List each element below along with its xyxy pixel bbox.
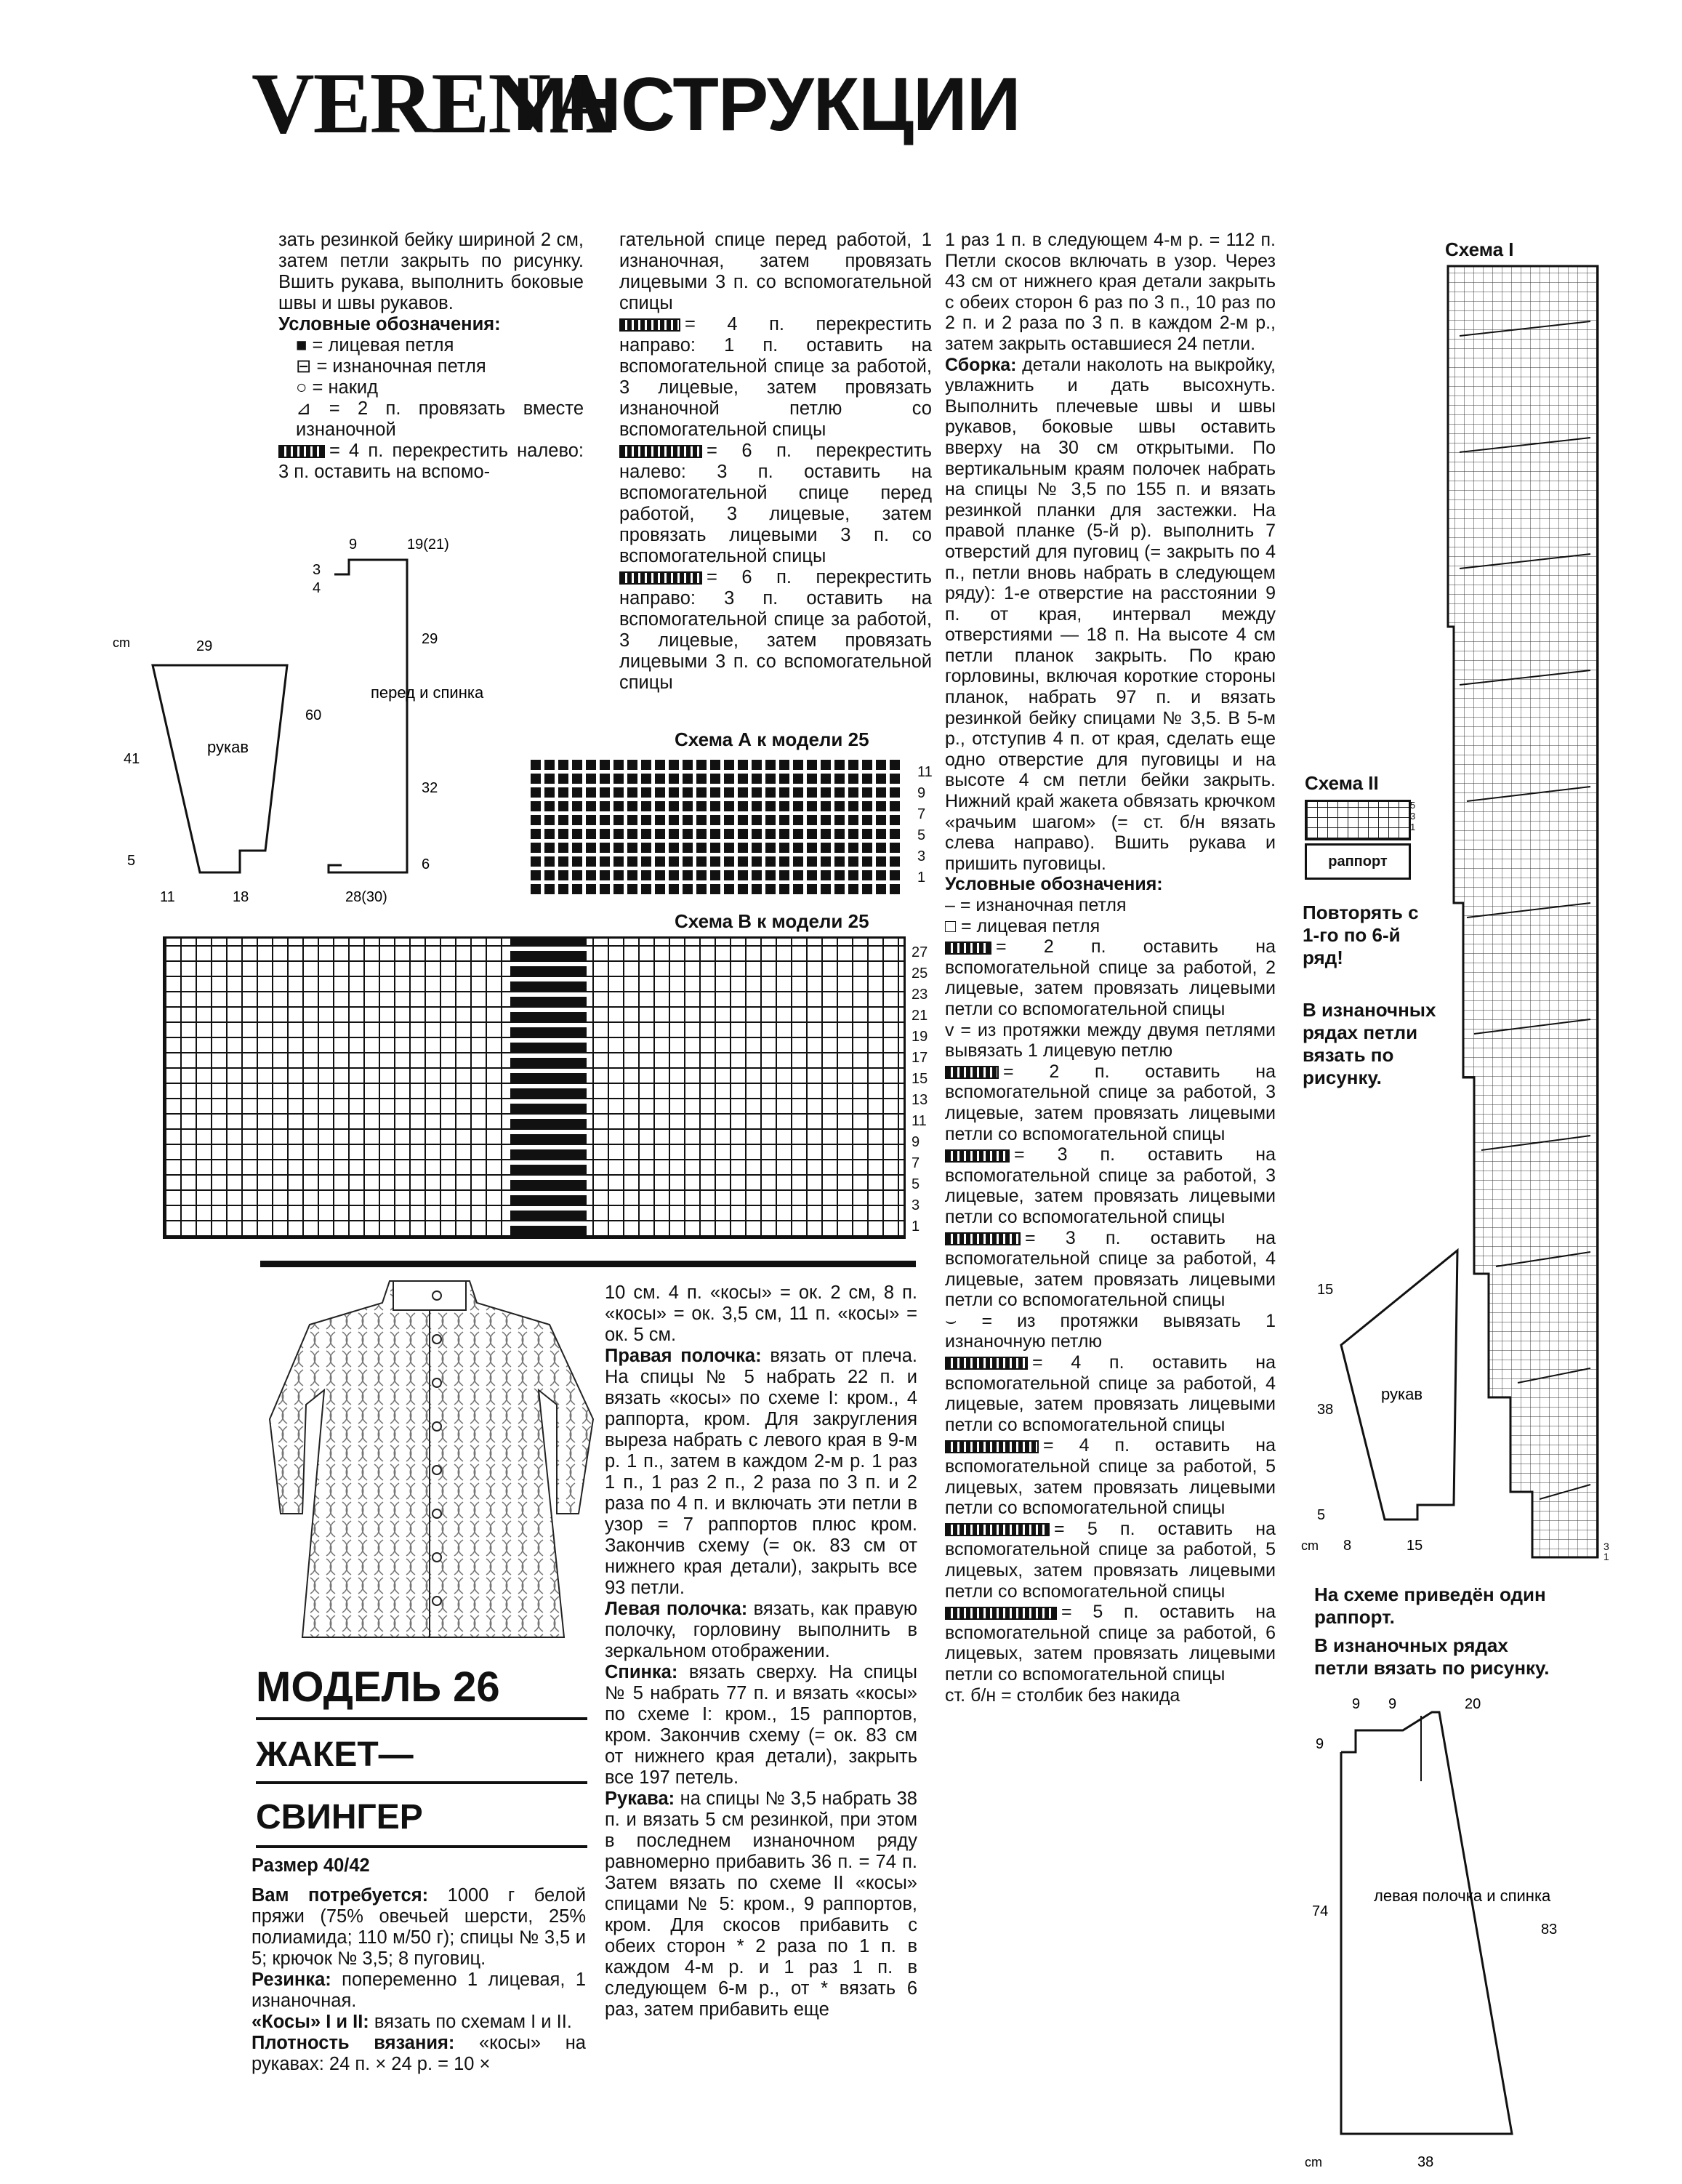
col3-legend-8: = 4 п. оставить на вспомогательной спице за работой, 4 лицевые, затем провязать лицевыми петли со вспомогательной спицы bbox=[945, 1352, 1276, 1435]
row-number: 11 bbox=[912, 1113, 927, 1129]
cable-symbol-icon bbox=[619, 571, 702, 585]
row-number: 9 bbox=[912, 1134, 920, 1150]
cable-symbol-icon bbox=[945, 1149, 1010, 1163]
model-size: Размер 40/42 bbox=[252, 1855, 370, 1876]
pattern-25-body-label: перед и спинка bbox=[371, 683, 484, 702]
dim-26-cuff: 5 bbox=[1317, 1507, 1326, 1523]
col1-legend-2: ○ = накид bbox=[296, 377, 379, 398]
note-one-rapport: На схеме приведён один раппорт. bbox=[1314, 1583, 1546, 1628]
col3-legend-11: = 5 п. оставить на вспомогательной спице за работой, 6 лицевых, затем провязать лицевыми петли со вспомогательной спицы bbox=[945, 1602, 1276, 1685]
cables-label: «Косы» I и II: bbox=[252, 2012, 369, 2032]
dim-26-left-height: 74 bbox=[1312, 1903, 1329, 1919]
model-density bbox=[252, 2033, 586, 2075]
model-subtitle-2: СВИНГЕР bbox=[256, 1798, 423, 1836]
dim-hem: 6 bbox=[422, 856, 430, 872]
dim-sleeve-bottom: 11 bbox=[160, 889, 175, 905]
pattern-26-body-diagram bbox=[1301, 1694, 1592, 2174]
dim-26-neck-depth: 9 bbox=[1316, 1736, 1324, 1752]
pattern-25-sleeve-shape bbox=[153, 665, 287, 872]
model-cables bbox=[252, 2012, 586, 2033]
col3-legend-5-row bbox=[945, 1144, 1276, 1227]
assembly-text: детали наколоть на выкройку, увлажнить и дать высохнуть. Выполнить плечевые швы и швы рукавов, боковые швы оставить вверху на 30 см открытыми. По вертикальным краям полочек набрать на спицы № 3,5 по 155 п. и вязать резинкой планки для застежки. На правой планке (5-й р). выполнить 7 отверстий для пуговиц (= закрыть по 4 п., петли вновь набрать в следующем ряду): 1-е отверстие на расстоянии 9 п. от края, интервал между отверстиями — 18 п. На высоте 4 см петли планок закрыть. По краю горловины, включая короткие стороны планок, набрать 97 п. и вязать резинкой бейку спицами № 3,5. В 5-м р., отступив 4 п. от края, сделать еще одно отверстие для пуговицы и на высоте 4 см петли бейки закрыть. Нижний край жакета обвязать крючком «рачьим шагом» (= ст. б/н вязать слева направо). Вшить рукава и пришить пуговицы. bbox=[945, 354, 1276, 874]
cable-symbol-icon bbox=[945, 1232, 1021, 1245]
row-number: 17 bbox=[912, 1050, 928, 1066]
dim-unit: cm bbox=[113, 635, 130, 650]
row-number: 3 bbox=[912, 1197, 920, 1213]
col3-legend-4-row bbox=[945, 1061, 1276, 1144]
model-title: МОДЕЛЬ 26 bbox=[256, 1663, 500, 1711]
cable-symbol-icon bbox=[945, 1357, 1028, 1370]
page-title: ИНСТРУКЦИИ bbox=[513, 63, 1021, 147]
dim-upper: 29 bbox=[422, 631, 438, 647]
col3-text1: 1 раз 1 п. в следующем 4-м р. = 112 п. Петли скосов включать в узор. Через 43 см от нижнего края детали закрыть с обеих сторон 6 раз по 3 п., 10 раз по 2 п. и 2 раза по 3 п. в каждом 2-м р., затем закрыть оставшиеся 24 петли. bbox=[945, 230, 1276, 354]
model-rib bbox=[252, 1970, 586, 2012]
mid-right bbox=[605, 1346, 917, 1599]
cable-symbol-icon bbox=[945, 1607, 1057, 1620]
schema-a-title: Схема А к модели 25 bbox=[675, 728, 869, 750]
magazine-brand: VERENA bbox=[252, 55, 611, 151]
assembly-label: Сборка: bbox=[945, 354, 1017, 375]
note-purl-rows-2: В изнаночных рядах петли вязать по рисунку. bbox=[1314, 1634, 1550, 1679]
col1-legend-0: ■ = лицевая петля bbox=[296, 335, 454, 356]
row-number: 21 bbox=[912, 1008, 928, 1024]
row-number: 23 bbox=[912, 987, 928, 1003]
model-title-rule bbox=[256, 1717, 587, 1720]
column-2 bbox=[619, 230, 932, 694]
model-subtitle-rule bbox=[256, 1781, 587, 1784]
dim-26-neck: 9 bbox=[1352, 1696, 1361, 1712]
density-text: «косы» на рукавах: 24 п. × 24 р. = 10 × bbox=[252, 2033, 586, 2074]
jacket-illustration bbox=[259, 1274, 600, 1652]
cable-symbol-icon bbox=[945, 942, 991, 955]
col1-legend-1: ⊟ = изнаночная петля bbox=[296, 356, 486, 377]
cable-symbol-icon bbox=[945, 1066, 999, 1079]
pattern-26-body-shape bbox=[1341, 1712, 1512, 2134]
col1-legend-4 bbox=[278, 441, 584, 483]
col3-legend-2-row bbox=[945, 936, 1276, 1019]
col2-text4: = 6 п. перекрестить направо: 3 п. оставить на вспомогательной спице за работой, 3 лицевые, затем провязать лицевыми 3 п. со вспомогательной спицы bbox=[619, 567, 932, 693]
cable-symbol-icon bbox=[619, 445, 702, 458]
schema-1-row-numbers bbox=[1603, 1541, 1609, 1562]
pattern-25-sleeve-label: рукав bbox=[207, 738, 249, 756]
mid-sleeves bbox=[605, 1788, 917, 2020]
dim-sleeve-bottom2: 18 bbox=[233, 889, 249, 905]
column-3 bbox=[945, 230, 1276, 1706]
model-subtitle-rule-2 bbox=[256, 1845, 587, 1848]
mid-back bbox=[605, 1662, 917, 1788]
col3-legend-title: Условные обозначения: bbox=[945, 874, 1163, 895]
dim-26-shoulder: 20 bbox=[1465, 1696, 1481, 1712]
row-number: 1 bbox=[1410, 822, 1416, 832]
back-label: Спинка: bbox=[605, 1662, 678, 1682]
dim-body-bottom: 28(30) bbox=[345, 889, 387, 905]
dim-26-sleeve-height: 38 bbox=[1317, 1402, 1334, 1418]
density-label: Плотность вязания: bbox=[252, 2033, 455, 2053]
row-number: 1 bbox=[912, 1219, 920, 1234]
col3-legend-5: = 3 п. оставить на вспомогательной спице за работой, 3 лицевые, затем провязать лицевыми петли со вспомогательной спицы bbox=[945, 1144, 1276, 1227]
col3-legend-3: v = из протяжки между двумя петлями вывязать 1 лицевую петлю bbox=[945, 1019, 1276, 1061]
cable-symbol-icon bbox=[945, 1523, 1050, 1536]
dim-26-right-height: 83 bbox=[1541, 1922, 1558, 1938]
schema-b-grid bbox=[163, 936, 906, 1239]
row-number: 3 bbox=[917, 848, 926, 864]
row-number: 5 bbox=[1410, 800, 1416, 811]
row-number: 27 bbox=[912, 944, 928, 960]
back-text: вязать сверху. На спицы № 5 набрать 77 п. и вязать «косы» по схеме I: кром., 15 раппортов, кром. Закончив схему (= ок. 83 см от нижнего края детали), закрыть все 197 петель. bbox=[605, 1662, 917, 1788]
dim-neck-depth: 3 bbox=[313, 562, 321, 578]
jacket-collar bbox=[393, 1281, 466, 1310]
jacket-shape bbox=[270, 1281, 593, 1637]
mid-text1: 10 см. 4 п. «косы» = ок. 2 см, 8 п. «косы» = ок. 3,5 см, 11 п. «косы» = ок. 5 см. bbox=[605, 1282, 917, 1345]
col1-legend-3: ⊿ = 2 п. провязать вместе изнаночной bbox=[296, 398, 584, 440]
row-number: 5 bbox=[917, 827, 926, 843]
mid-left bbox=[605, 1599, 917, 1662]
col3-legend-11-row bbox=[945, 1602, 1276, 1685]
col1-legend-4-text: = 4 п. перекрестить налево: 3 п. оставить на вспомо- bbox=[278, 441, 584, 482]
col3-legend-9: = 4 п. оставить на вспомогательной спице за работой, 5 лицевых, затем провязать лицевыми петли со вспомогательной спицы bbox=[945, 1435, 1276, 1519]
col3-legend-9-row bbox=[945, 1435, 1276, 1518]
dim-sleeve-height: 41 bbox=[124, 751, 140, 767]
pattern-25-body-shape bbox=[329, 560, 407, 872]
cable-symbol-icon bbox=[278, 445, 325, 458]
pattern-26-sleeve-diagram bbox=[1301, 1236, 1476, 1556]
col2-text1: гательной спице перед работой, 1 изнаночная, затем провязать лицевыми 3 п. со вспомогательной спицы bbox=[619, 230, 932, 313]
col3-legend-10-row bbox=[945, 1519, 1276, 1602]
rib-label: Резинка: bbox=[252, 1970, 331, 1990]
row-number: 19 bbox=[912, 1029, 928, 1045]
schema-a-grid bbox=[531, 756, 901, 894]
schema-2-rapport-box bbox=[1305, 843, 1411, 880]
col2-text3-row bbox=[619, 441, 932, 567]
pattern-25-diagram bbox=[109, 531, 516, 909]
dim-26-b1: 8 bbox=[1343, 1538, 1352, 1554]
right-front-label: Правая полочка: bbox=[605, 1346, 762, 1366]
col2-text2: = 4 п. перекрестить направо: 1 п. оставить на вспомогательной спице за работой, 3 лицевые, затем провязать изнаночной петлю со вспомогательной спицы bbox=[619, 314, 932, 440]
row-number: 1 bbox=[1603, 1551, 1609, 1562]
col3-legend-2: = 2 п. оставить на вспомогательной спице за работой, 2 лицевые, затем провязать лицевыми петли со вспомогательной спицы bbox=[945, 936, 1276, 1019]
col1-intro: зать резинкой бейку шириной 2 см, затем петли закрыть по рисунку. Вшить рукава, выполнить боковые швы и швы рукавов. bbox=[278, 230, 584, 313]
row-number: 3 bbox=[1410, 811, 1416, 822]
pattern-26-body-label: левая полочка и спинка bbox=[1374, 1887, 1551, 1905]
cables-text: вязать по схемам I и II. bbox=[374, 2012, 572, 2032]
col3-legend-1: □ = лицевая петля bbox=[945, 915, 1100, 936]
dim-lower: 32 bbox=[422, 780, 438, 796]
schema-b-title: Схема В к модели 25 bbox=[675, 910, 869, 932]
schema-a-row-numbers bbox=[917, 762, 933, 888]
dim-26-neck2: 9 bbox=[1388, 1696, 1397, 1712]
right-front-text: вязать от плеча. На спицы № 5 набрать 22 п. и вязать «косы» по схеме I: кром., 4 раппорта, кром. Для закругления выреза набрать с левого края в 9-м р. 1 п., затем в каждом 2-м р. 1 раз 1 п., 1 раз 2 п., 2 раза по 3 п. и 2 раза по 4 п. и включать эти петли в узор = 7 раппортов плюс кром. Закончив схему (= ок. 83 см от нижнего края детали), закрыть все 93 петли. bbox=[605, 1346, 917, 1598]
schema-2-title: Схема II bbox=[1305, 772, 1379, 794]
column-1 bbox=[278, 230, 584, 483]
row-number: 11 bbox=[917, 764, 933, 780]
dim-neck-width: 9 bbox=[349, 537, 358, 553]
need-label: Вам потребуется: bbox=[252, 1885, 429, 1906]
col3-legend-6-row bbox=[945, 1228, 1276, 1311]
row-number: 5 bbox=[912, 1176, 920, 1192]
note-purl-rows: В изнаночных рядах петли вязать по рисунку. bbox=[1303, 999, 1436, 1088]
dim-26-sleeve-top: 15 bbox=[1317, 1282, 1334, 1298]
cable-symbol-icon bbox=[619, 318, 680, 332]
column-mid-lower bbox=[605, 1282, 917, 2020]
col2-text4-row bbox=[619, 567, 932, 694]
col2-text3: = 6 п. перекрестить налево: 3 п. оставить на вспомогательной спице перед работой, 3 лицевые, затем провязать лицевыми 3 п. со вспомогательной спицы bbox=[619, 441, 932, 566]
col3-legend-8-row bbox=[945, 1352, 1276, 1435]
dim-cuff: 5 bbox=[127, 853, 136, 869]
col3-assembly bbox=[945, 355, 1276, 875]
dim-sleeve-top: 29 bbox=[196, 638, 213, 654]
row-number: 7 bbox=[917, 806, 926, 822]
col3-legend-0: – = изнаночная петля bbox=[945, 895, 1127, 915]
dim-26-bottom: 38 bbox=[1417, 2154, 1434, 2170]
col3-legend-4: = 2 п. оставить на вспомогательной спице за работой, 3 лицевые, затем провязать лицевыми петли со вспомогательной спицы bbox=[945, 1061, 1276, 1144]
col3-legend-10: = 5 п. оставить на вспомогательной спице за работой, 5 лицевых, затем провязать лицевыми петли со вспомогательной спицы bbox=[945, 1518, 1276, 1602]
dim-body-height: 60 bbox=[305, 707, 322, 723]
schema-b-row-numbers bbox=[912, 942, 927, 1237]
left-front-label: Левая полочка: bbox=[605, 1599, 748, 1619]
sleeves-label: Рукава: bbox=[605, 1788, 675, 1809]
row-number: 13 bbox=[912, 1092, 928, 1108]
schema-2-grid bbox=[1305, 800, 1411, 840]
model-need bbox=[252, 1885, 586, 1970]
section-divider bbox=[260, 1261, 916, 1267]
row-number: 1 bbox=[917, 870, 926, 886]
dim-neck-depth2: 4 bbox=[313, 580, 321, 596]
col3-legend-6: = 3 п. оставить на вспомогательной спице за работой, 4 лицевые, затем провязать лицевыми петли со вспомогательной спицы bbox=[945, 1227, 1276, 1311]
row-number: 9 bbox=[917, 785, 926, 801]
schema-2-row-numbers bbox=[1410, 800, 1415, 832]
col1-legend-title: Условные обозначения: bbox=[278, 314, 501, 334]
model-subtitle-1: ЖАКЕТ— bbox=[256, 1735, 414, 1774]
note-repeat: Повторять с 1-го по 6-й ряд! bbox=[1303, 902, 1419, 968]
row-number: 15 bbox=[912, 1071, 928, 1087]
left-front-text: вязать, как правую полочку, горловину выполнить в зеркальном отображении. bbox=[605, 1599, 917, 1661]
dim-26-body-unit: cm bbox=[1305, 2155, 1322, 2169]
schema-1-title: Схема I bbox=[1445, 238, 1514, 260]
sleeves-text: на спицы № 3,5 набрать 38 п. и вязать 5 см резинкой, при этом в последнем изнаночном ряду равномерно прибавить 36 п. = 74 п. Затем вязать по схеме II «косы» спицами № 5: кром., 9 раппортов, кром. Для скосов прибавить с обеих сторон * 2 раза по 1 п. в каждом 4-м р. и 1 раз 1 п. в следующем 6-м р., от * вязать 6 раз, затем прибавить еще bbox=[605, 1788, 917, 2020]
col2-text2-row bbox=[619, 314, 932, 441]
row-number: 3 bbox=[1603, 1541, 1609, 1552]
col3-legend-7: ⌣ = из протяжки вывязать 1 изнаночную петлю bbox=[945, 1310, 1276, 1352]
dim-26-b2: 15 bbox=[1407, 1538, 1423, 1554]
rib-text: попеременно 1 лицевая, 1 изнаночная. bbox=[252, 1970, 587, 2011]
schema-2-rapport-label: раппорт bbox=[1328, 854, 1388, 870]
row-number: 7 bbox=[912, 1155, 920, 1171]
col3-legend-12: ст. б/н = столбик без накида bbox=[945, 1685, 1180, 1706]
row-number: 25 bbox=[912, 965, 928, 981]
pattern-26-sleeve-label: рукав bbox=[1381, 1385, 1423, 1403]
dim-shoulder: 19(21) bbox=[407, 537, 449, 553]
model-26-column bbox=[252, 1855, 586, 2075]
dim-26-unit: cm bbox=[1301, 1538, 1319, 1553]
need-text: 1000 г белой пряжи (75% овечьей шерсти, 25% полиамида; 110 м/50 г); спицы № 3,5 и 5; крючок № 3,5; 8 пуговиц. bbox=[252, 1885, 586, 1969]
schema-b-solid-column bbox=[510, 939, 587, 1237]
cable-symbol-icon bbox=[945, 1440, 1039, 1453]
